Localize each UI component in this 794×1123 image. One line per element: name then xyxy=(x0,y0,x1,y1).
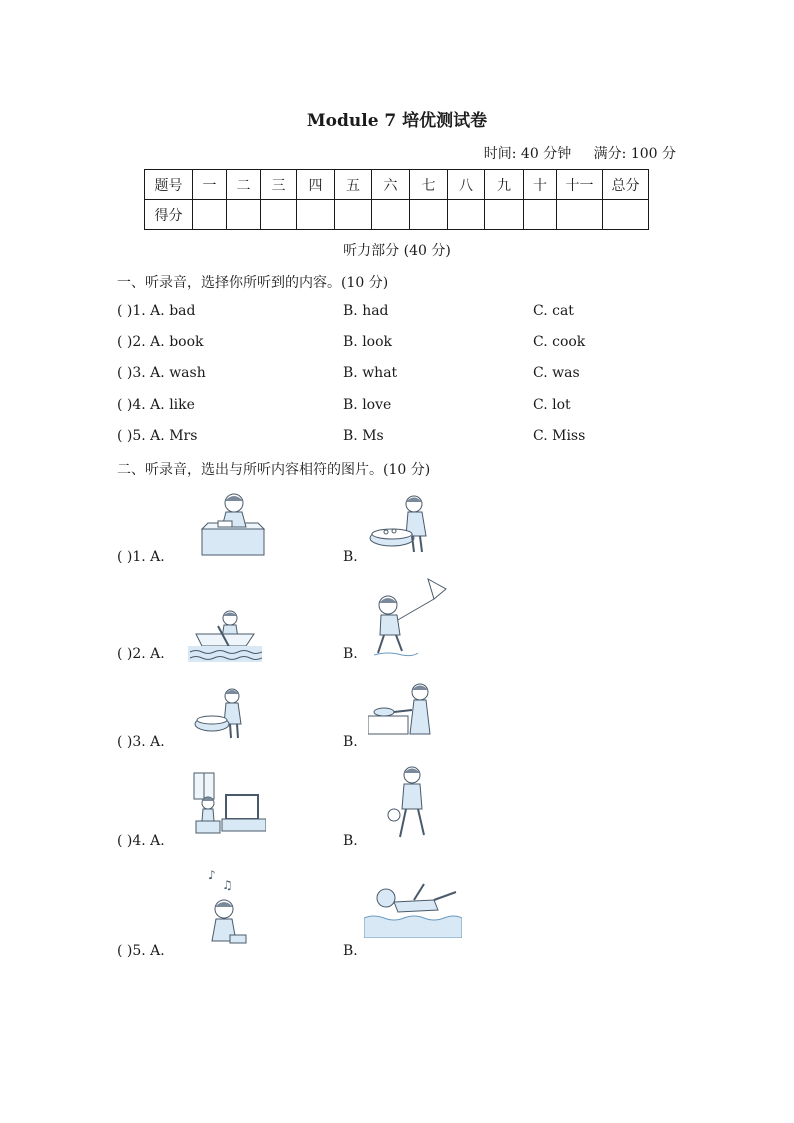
score-table-col: 六 xyxy=(372,170,410,200)
score-table-row-label: 题号 xyxy=(145,170,193,200)
girl-swimming-picture[interactable] xyxy=(364,880,462,938)
girl-cooking-picture[interactable] xyxy=(368,680,436,738)
question-stem: ( )2. A. xyxy=(117,646,165,662)
score-cell[interactable] xyxy=(524,200,557,230)
picture-question-row xyxy=(117,549,717,569)
picture-question-row xyxy=(117,734,717,754)
score-cell[interactable] xyxy=(193,200,227,230)
score-cell[interactable] xyxy=(297,200,335,230)
question-row xyxy=(117,334,717,354)
question-row xyxy=(117,303,717,323)
girl-writing-at-desk-picture[interactable] xyxy=(196,489,268,557)
question-stem: ( )1. A. bad xyxy=(117,303,196,319)
score-table-col: 十一 xyxy=(557,170,603,200)
exam-time: 时间: 40 分钟 xyxy=(483,146,572,162)
option-b: B. xyxy=(343,646,358,662)
question-stem: ( )1. A. xyxy=(117,549,165,565)
question-stem: ( )4. A. like xyxy=(117,397,195,413)
question-stem: ( )5. A. xyxy=(117,943,165,959)
option-c: C. was xyxy=(533,365,580,381)
score-cell[interactable] xyxy=(603,200,649,230)
score-cell[interactable] xyxy=(372,200,410,230)
question-stem: ( )3. A. wash xyxy=(117,365,206,381)
section-2-heading: 二、听录音，选出与所听内容相符的图片。(10 分) xyxy=(117,462,431,478)
question-row xyxy=(117,397,717,417)
score-table-col: 五 xyxy=(335,170,372,200)
score-table-col: 总分 xyxy=(603,170,649,200)
score-cell[interactable] xyxy=(448,200,485,230)
option-b: B. xyxy=(343,734,358,750)
score-table-col: 十 xyxy=(524,170,557,200)
option-b: B. love xyxy=(343,397,392,413)
listening-section-header: 听力部分 (40 分) xyxy=(343,243,451,259)
question-stem: ( )5. A. Mrs xyxy=(117,428,198,444)
section-1-heading: 一、听录音，选择你所听到的内容。(10 分) xyxy=(117,275,389,291)
score-table-row-label: 得分 xyxy=(145,200,193,230)
question-stem: ( )4. A. xyxy=(117,833,165,849)
option-c: C. Miss xyxy=(533,428,586,444)
score-cell[interactable] xyxy=(261,200,297,230)
boy-watching-tv-picture[interactable] xyxy=(192,771,266,837)
score-table-col: 四 xyxy=(297,170,335,200)
question-stem: ( )3. A. xyxy=(117,734,165,750)
score-table xyxy=(144,169,649,230)
option-c: C. cat xyxy=(533,303,574,319)
svg-text:♪: ♪ xyxy=(208,868,216,882)
score-cell[interactable] xyxy=(410,200,448,230)
question-row xyxy=(117,365,717,385)
score-table-col: 一 xyxy=(193,170,227,200)
option-c: C. cook xyxy=(533,334,586,350)
score-cell[interactable] xyxy=(485,200,524,230)
score-table-header-row xyxy=(145,170,649,200)
question-row xyxy=(117,428,717,448)
score-table-col: 三 xyxy=(261,170,297,200)
option-c: C. lot xyxy=(533,397,571,413)
picture-question-row xyxy=(117,943,717,963)
picture-question-row xyxy=(117,646,717,666)
score-table-col: 二 xyxy=(227,170,261,200)
option-b: B. Ms xyxy=(343,428,384,444)
option-b: B. what xyxy=(343,365,398,381)
exam-meta xyxy=(484,143,676,163)
girl-listening-to-music-picture[interactable] xyxy=(202,865,252,949)
score-table-col: 七 xyxy=(410,170,448,200)
score-cell[interactable] xyxy=(335,200,372,230)
option-b: B. look xyxy=(343,334,393,350)
exam-full-score: 满分: 100 分 xyxy=(593,146,676,162)
option-b: B. xyxy=(343,943,358,959)
score-table-col: 八 xyxy=(448,170,485,200)
option-b: B. had xyxy=(343,303,389,319)
page-title: Module 7 培优测试卷 xyxy=(306,111,488,131)
picture-question-row xyxy=(117,833,717,853)
score-cell[interactable] xyxy=(557,200,603,230)
option-b: B. xyxy=(343,549,358,565)
svg-text:♫: ♫ xyxy=(222,878,233,892)
score-table-col: 九 xyxy=(485,170,524,200)
option-b: B. xyxy=(343,833,358,849)
question-stem: ( )2. A. book xyxy=(117,334,204,350)
score-table-score-row xyxy=(145,200,649,230)
score-cell[interactable] xyxy=(227,200,261,230)
